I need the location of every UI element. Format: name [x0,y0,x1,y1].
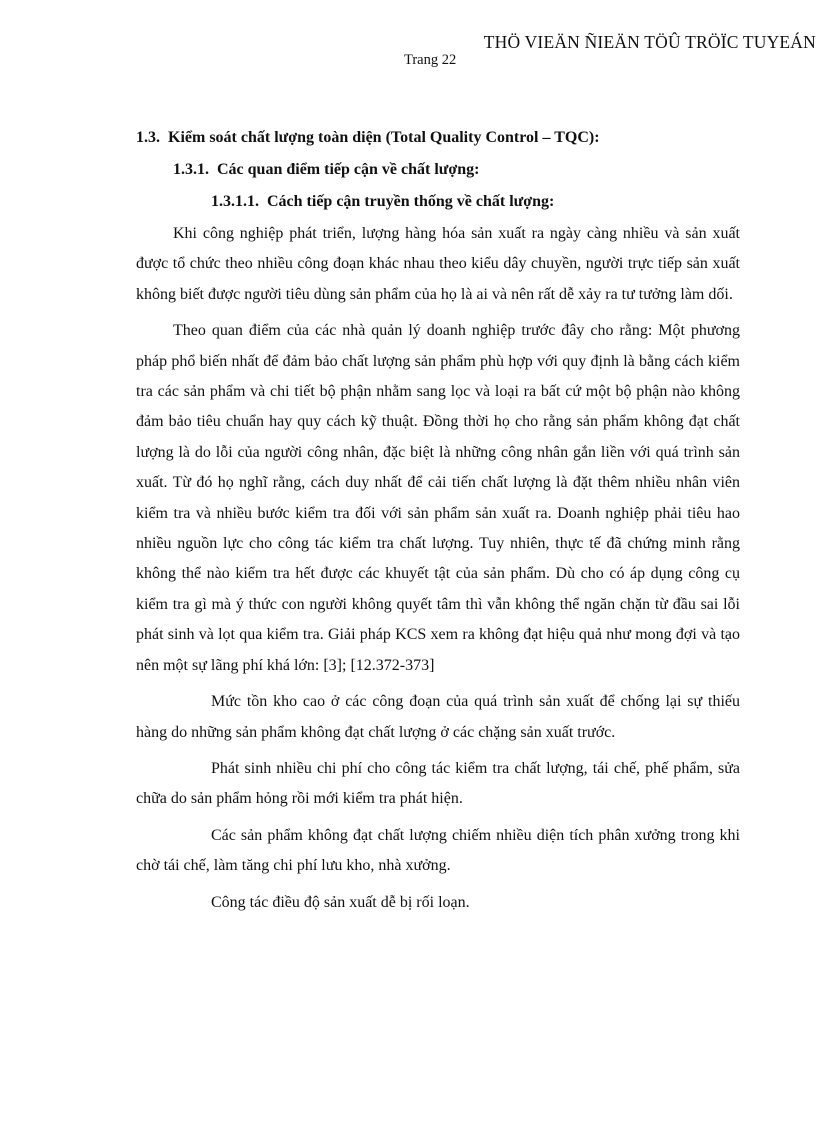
subsection-title: Các quan điểm tiếp cận về chất lượng: [217,161,480,178]
section-number: 1.3. [136,129,160,146]
subsubsection-heading-1-3-1-1 [211,192,740,212]
paragraph-management-view: Theo quan điểm của các nhà quản lý doanh nghiệp trước đây cho rằng: Một phương pháp phổ biến nhất để đảm bảo chất lượng sản phẩm phù hợp với quy định là bằng cách kiểm tra các sản phẩm và chi tiết bộ phận nhằm sang lọc và loại ra bất cứ một bộ phận nào không đảm bảo tiêu chuẩn hay quy cách kỹ thuật. Đồng thời họ cho rằng sản phẩm không đạt chất lượng là do lỗi của người công nhân, đặc biệt là những công nhân gắn liền với quá trình sản xuất. Từ đó họ nghĩ rằng, cách duy nhất để cải tiến chất lượng là đặt thêm nhiều nhân viên kiểm tra và nhiều bước kiểm tra đối với sản phẩm sản xuất ra. Doanh nghiệp phải tiêu hao nhiều nguồn lực cho công tác kiểm tra chất lượng. Tuy nhiên, thực tế đã chứng minh rằng không thể nào kiểm tra hết được các khuyết tật của sản phẩm. Dù cho có áp dụng công cụ kiểm tra gì mà ý thức con người không quyết tâm thì vẫn không thể ngăn chặn từ đầu sai lỗi phát sinh và lọt qua kiểm tra. Giải pháp KCS xem ra không đạt hiệu quả như mong đợi và tạo nên một sự lãng phí khá lớn: [3]; [12.372-373] [136,322,740,674]
paragraph-costs: Phát sinh nhiều chi phí cho công tác kiểm tra chất lượng, tái chế, phế phẩm, sửa chữa do sản phẩm hỏng rồi mới kiểm tra phát hiện. [136,759,740,808]
subsubsection-number: 1.3.1.1. [211,193,259,210]
paragraph-inventory: Mức tồn kho cao ở các công đoạn của quá trình sản xuất để chống lại sự thiếu hàng do những sản phẩm không đạt chất lượng ở các chặng sản xuất trước. [136,693,740,741]
site-header-title: THÖ VIEÄN ÑIEÄN TÖÛ TRÖÏC TUYEÁN [483,32,816,52]
paragraph-intro: Khi công nghiệp phát triển, lượng hàng hóa sản xuất ra ngày càng nhiều và sản xuất được tổ chức theo nhiều công đoạn khác nhau theo kiểu dây chuyền, người trực tiếp sản xuất không biết được người tiêu dùng sản phẩm của họ là ai và nên rất dễ xảy ra tư tưởng làm dối. [136,225,740,303]
paragraph-scheduling: Công tác điều độ sản xuất dễ bị rối loạn. [211,893,470,911]
subsection-number: 1.3.1. [173,161,209,178]
subsubsection-title: Cách tiếp cận truyền thống về chất lượng: [267,193,555,210]
section-title: Kiểm soát chất lượng toàn diện (Total Quality Control – TQC): [168,129,600,146]
paragraph-floor-space: Các sản phẩm không đạt chất lượng chiếm nhiều diện tích phân xưởng trong khi chờ tái chế, làm tăng chi phí lưu kho, nhà xưởng. [136,826,740,875]
page-number-label: Trang 22 [404,52,457,68]
section-heading-1-3 [136,128,740,148]
subsection-heading-1-3-1 [173,160,740,180]
document-body [136,128,740,924]
